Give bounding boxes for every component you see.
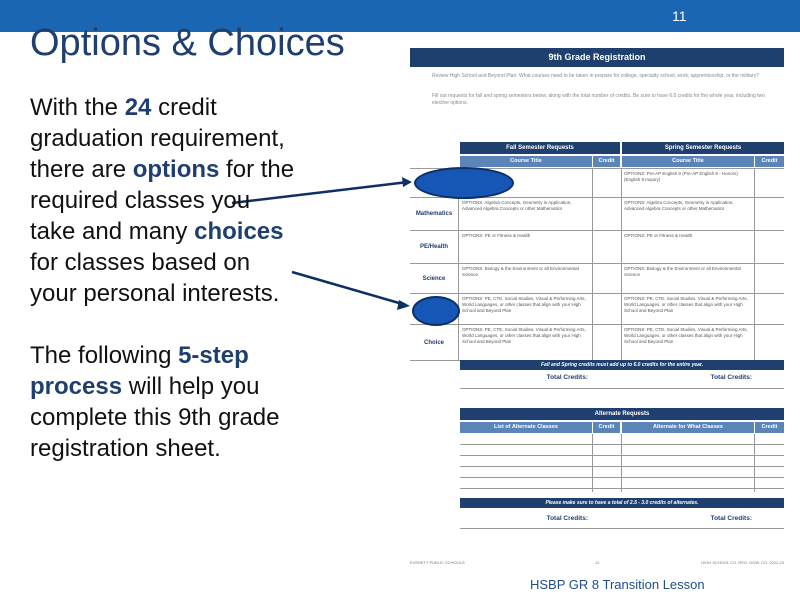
arrow-head-2 bbox=[397, 300, 410, 310]
p2-highlight-process: 5-step process bbox=[30, 342, 249, 400]
row-fall: OPTIONS: Biology & the Environment or all Environmental Science bbox=[462, 266, 579, 277]
row-fall: OPTIONS: PE, CTE, Social Studies, Visual & Performing Arts, World Languages, or other classes that align with your High School and Beyond Plan bbox=[462, 327, 586, 344]
slide-number: 11 bbox=[672, 8, 687, 24]
alt-col-credit: Credit bbox=[593, 422, 620, 433]
fall-credit-col: Credit bbox=[593, 156, 620, 167]
alternate-header: Alternate Requests bbox=[460, 408, 784, 420]
alt-col-credit-2: Credit bbox=[755, 422, 784, 433]
spring-header: Spring Semester Requests bbox=[622, 142, 784, 154]
p2-text: will help you complete this 9th grade registration sheet. bbox=[30, 373, 280, 462]
p1-text: credit graduation requirement, there are bbox=[30, 94, 285, 183]
row-subject: Science bbox=[422, 275, 446, 282]
row-fall: OPTIONS: PE, CTE, Social Studies, Visual & Performing Arts, World Languages, or other classes that align with your High School and Beyond Plan bbox=[462, 296, 586, 313]
p1-highlight-options: options bbox=[132, 156, 220, 183]
alternates-note: Please make sure to have a total of 2.5 - 3.0 credits of alternates. bbox=[460, 498, 784, 508]
row-spring: OPTIONS: PE or Fitness & Health bbox=[624, 233, 693, 238]
p1-text: for classes based on your personal interests. bbox=[30, 249, 280, 307]
paragraph-1 bbox=[30, 92, 295, 309]
form-footer-left: EVERETT PUBLIC SCHOOLS bbox=[410, 560, 465, 565]
credits-note: Fall and Spring credits must add up to 6.0 credits for the entire year. bbox=[460, 360, 784, 370]
row-fall: OPTIONS: PE or Fitness & Health bbox=[462, 233, 531, 238]
row-spring: OPTIONS: PE, CTE, Social Studies, Visual & Performing Arts, World Languages, or other classes that align with your High School and Beyond Plan bbox=[624, 327, 748, 344]
body-text bbox=[30, 92, 295, 464]
fall-course-col: Course Title bbox=[460, 156, 592, 167]
row-spring: OPTIONS: Biology & the Environment or all Environmental Science bbox=[624, 266, 741, 277]
arrow-line-2 bbox=[292, 272, 406, 305]
p1-highlight-24: 24 bbox=[124, 94, 152, 121]
form-footer-right: HIGH SCHOOL CO. REG. DOW. CO. 2022-23 bbox=[701, 560, 784, 565]
p1-highlight-choices: choices bbox=[194, 218, 284, 245]
alt-fall-total: Total Credits: bbox=[546, 515, 588, 522]
row-spring: OPTIONS: Pre-AP English 9 (Pre-AP English 9 - Honors) (English 9 Inquiry) bbox=[624, 171, 738, 182]
alt-col-classes: List of Alternate Classes bbox=[460, 422, 592, 433]
row-spring: OPTIONS: Algebra Concepts, Geometry in Application, Advanced Algebra Concepts or other Mathematics bbox=[624, 200, 734, 211]
alt-col-for: Alternate for What Classes bbox=[622, 422, 754, 433]
p1-text: With the bbox=[30, 94, 125, 121]
fall-header: Fall Semester Requests bbox=[460, 142, 620, 154]
spring-total-credits: Total Credits: bbox=[710, 374, 752, 381]
row-spring: OPTIONS: PE, CTE, Social Studies, Visual & Performing Arts, World Languages, or other classes that align with your High School and Beyond Plan bbox=[624, 296, 748, 313]
row-fall: OPTIONS: Algebra Concepts, Geometry in Application, Advanced Algebra Concepts or other Mathematics bbox=[462, 200, 572, 211]
slide-footer: HSBP GR 8 Transition Lesson bbox=[530, 577, 705, 592]
p2-text: The following bbox=[30, 342, 179, 369]
row-subject: Mathematics bbox=[415, 211, 453, 217]
arrow-head-1 bbox=[402, 177, 412, 187]
spring-course-col: Course Title bbox=[622, 156, 754, 167]
form-intro-2: Fill out requests for fall and spring semesters below, along with the total number of credits. Be sure to have 6.0 credits for the whole year, including two elective options. bbox=[432, 93, 765, 106]
row-subject: Choice bbox=[423, 339, 444, 346]
form-intro-1: Review High School and Beyond Plan. What courses need to be taken in prepare for college, specialty school, work, apprenticeship, or the military? bbox=[432, 73, 759, 79]
fall-total-credits: Total Credits: bbox=[546, 374, 588, 381]
form-title: 9th Grade Registration bbox=[410, 48, 784, 67]
paragraph-2 bbox=[30, 340, 295, 464]
slide-title: Options & Choices bbox=[30, 22, 345, 64]
form-footer-page: 12 bbox=[595, 560, 600, 565]
spring-credit-col: Credit bbox=[755, 156, 784, 167]
alt-spring-total: Total Credits: bbox=[710, 515, 752, 522]
p1-text: for the required classes you take and many bbox=[30, 156, 295, 245]
row-subject: PE/Health bbox=[419, 244, 448, 250]
